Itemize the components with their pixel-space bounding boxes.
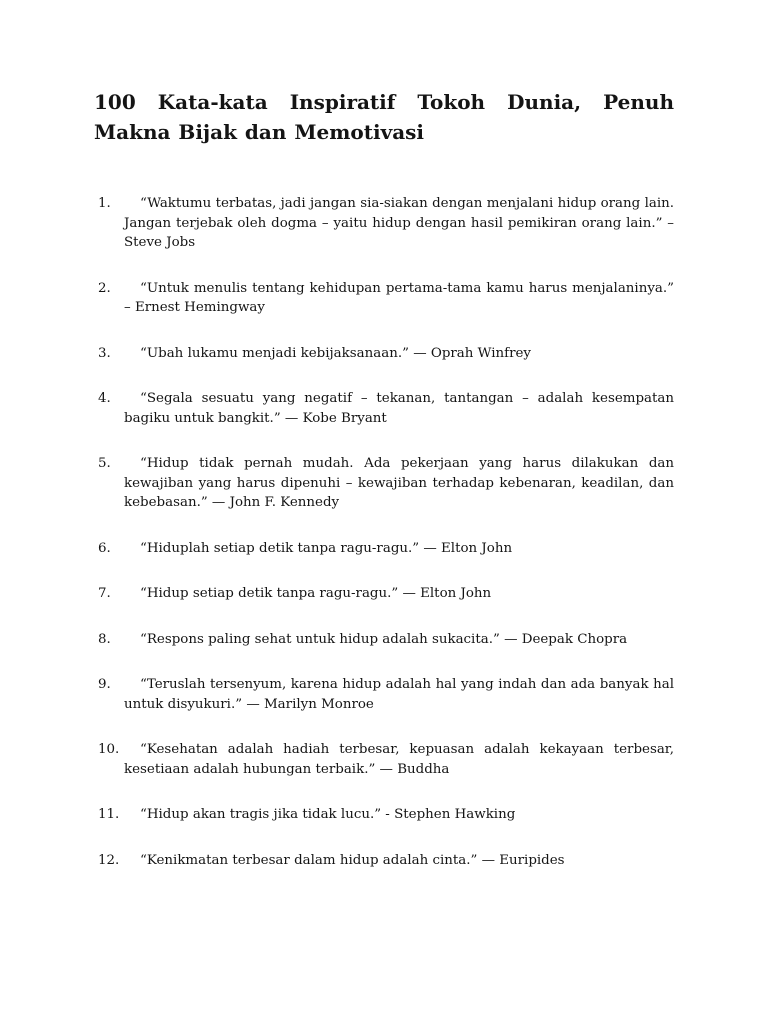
list-item-text: “Waktumu terbatas, jadi jangan sia-siakan dengan menjalani hidup orang lain. Jangan terjebak oleh dogma – yaitu hidup dengan hasil pemikiran orang lain.” – Steve Jobs: [124, 196, 674, 250]
list-item-number: 3.: [98, 345, 111, 361]
list-item-text: “Segala sesuatu yang negatif – tekanan, tantangan – adalah kesempatan bagiku untuk bangkit.” — Kobe Bryant: [124, 391, 674, 426]
list-item: [94, 279, 674, 318]
list-item: [94, 584, 674, 604]
list-item-number: 6.: [98, 540, 111, 556]
list-item: [94, 344, 674, 364]
list-item: [94, 805, 674, 825]
list-item-number: 12.: [98, 852, 120, 868]
page-title: 100 Kata-kata Inspiratif Tokoh Dunia, Penuh Makna Bijak dan Memotivasi: [94, 90, 674, 144]
list-item-number: 11.: [98, 807, 120, 822]
list-item-number: 5.: [98, 456, 111, 471]
list-item-number: 8.: [98, 631, 111, 647]
list-item-number: 10.: [98, 742, 120, 757]
quote-list: [94, 194, 674, 870]
list-item: [94, 454, 674, 513]
list-item: [94, 389, 674, 428]
list-item-text: “Ubah lukamu menjadi kebijaksanaan.” — Oprah Winfrey: [140, 345, 531, 361]
list-item: [94, 740, 674, 779]
list-item-number: 9.: [98, 677, 111, 692]
list-item-number: 2.: [98, 280, 111, 296]
list-item-text: “Kesehatan adalah hadiah terbesar, kepuasan adalah kekayaan terbesar, kesetiaan adalah hubungan terbaik.” — Buddha: [124, 742, 674, 777]
list-item-text: “Hidup akan tragis jika tidak lucu.” - Stephen Hawking: [140, 807, 516, 822]
list-item-text: “Kenikmatan terbesar dalam hidup adalah cinta.” — Euripides: [140, 852, 565, 868]
list-item-number: 1.: [98, 196, 111, 211]
list-item-text: “Respons paling sehat untuk hidup adalah sukacita.” — Deepak Chopra: [140, 631, 628, 647]
list-item: [94, 194, 674, 253]
list-item: [94, 539, 674, 559]
list-item: [94, 851, 674, 871]
list-item-number: 7.: [98, 586, 111, 601]
list-item: [94, 630, 674, 650]
list-item-text: “Hidup tidak pernah mudah. Ada pekerjaan yang harus dilakukan dan kewajiban yang harus dipenuhi – kewajiban terhadap kebenaran, keadilan, dan kebebasan.” — John F. Kennedy: [124, 456, 674, 510]
list-item-text: “Untuk menulis tentang kehidupan pertama-tama kamu harus menjalaninya.” – Ernest Hemingway: [124, 280, 674, 315]
list-item-number: 4.: [98, 391, 111, 406]
list-item: [94, 675, 674, 714]
list-item-text: “Hidup setiap detik tanpa ragu-ragu.” — Elton John: [140, 586, 492, 601]
list-item-text: “Hiduplah setiap detik tanpa ragu-ragu.” — Elton John: [140, 540, 513, 556]
list-item-text: “Teruslah tersenyum, karena hidup adalah hal yang indah dan ada banyak hal untuk disyukuri.” — Marilyn Monroe: [124, 677, 674, 712]
